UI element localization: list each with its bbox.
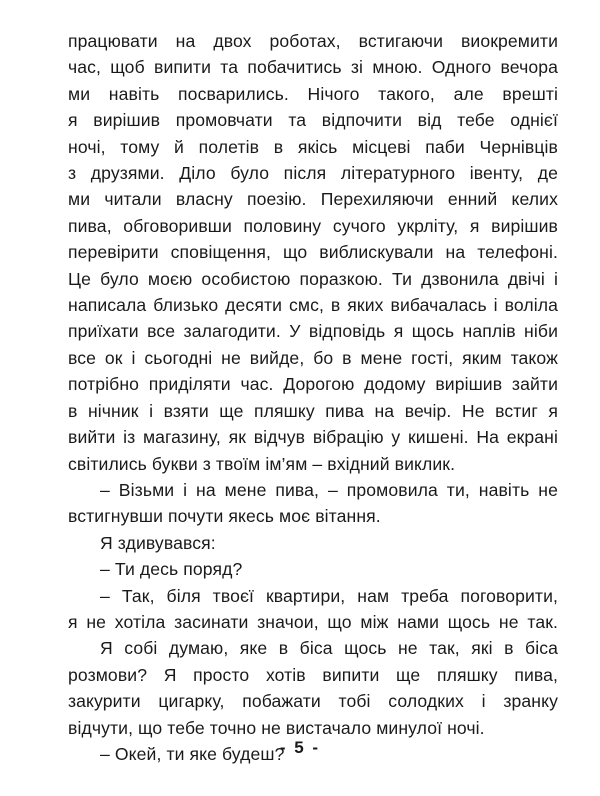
text-line: час, щоб випити та побачитись зі мною. Одного вечора [68, 57, 558, 78]
text-line: Це було моєю особистою поразкою. Ти дзвонила двічі і [68, 268, 558, 289]
text-line: в нічник і взяти ще пляшку пива на вечір. Не встиг я [68, 400, 558, 421]
text-line: Я собі думаю, яке в біса щось не так, які в біса [100, 638, 558, 659]
dialogue-line: – Ти десь поряд? [100, 559, 243, 580]
text-line: все ок і сьогодні не вийде, бо в мене гості, яким також [68, 347, 558, 368]
text-line: написала близько десяти смс, в яких вибачалась і воліла [68, 295, 558, 316]
text-line: закурити цигарку, побажати тобі солодких і зранку [68, 691, 558, 712]
text-line: ми навіть посварились. Нічого такого, але врешті [68, 83, 558, 104]
text-line: працювати на двох роботах, встигаючи виокремити [68, 31, 558, 51]
text-line: відчути, що тебе точно не вистачало минулої ночі. [68, 717, 485, 738]
text-line: ми читали власну поезію. Перехиляючи енний келих [68, 189, 558, 210]
dialogue-line: – Окей, ти яке будеш? [100, 743, 285, 764]
text-line: потрібно приділяти час. Дорогою додому вирішив зайти [68, 374, 558, 395]
text-line: пива, обговоривши половину сучого укрліту, я вирішив [68, 215, 558, 236]
page-text [68, 28, 558, 767]
text-line: встигнувши почути якесь моє вітання. [68, 506, 381, 527]
text-line: розмови? Я просто хотів випити ще пляшку пива, [68, 664, 558, 685]
text-line: Я здивувався: [100, 532, 216, 553]
text-line: вийти із магазину, як відчув вібрацію у кишені. На екрані [68, 427, 558, 448]
text-line: ночі, тому й полетів в якісь місцеві паби Чернівців [68, 136, 558, 157]
text-line: світились букви з твоїм ім’ям – вхідний виклик. [68, 453, 456, 474]
dialogue-line: – Так, біля твоєї квартири, нам треба поговорити, [100, 585, 558, 606]
text-line: я вирішив промовчати та відпочити від тебе однієї [68, 110, 558, 131]
text-line: з друзями. Діло було після літературного івенту, де [68, 163, 558, 184]
text-line: приїхати все залагодити. У відповідь я щось наплів ніби [68, 321, 558, 342]
text-line: перевірити сповіщення, що виблискували на телефоні. [68, 242, 558, 263]
text-line: я не хотіла засинати значои, що між нами щось не так. [68, 611, 558, 632]
dialogue-line: – Візьми і на мене пива, – промовила ти, навіть не [100, 479, 558, 500]
page-number: - 5 - [279, 738, 321, 757]
